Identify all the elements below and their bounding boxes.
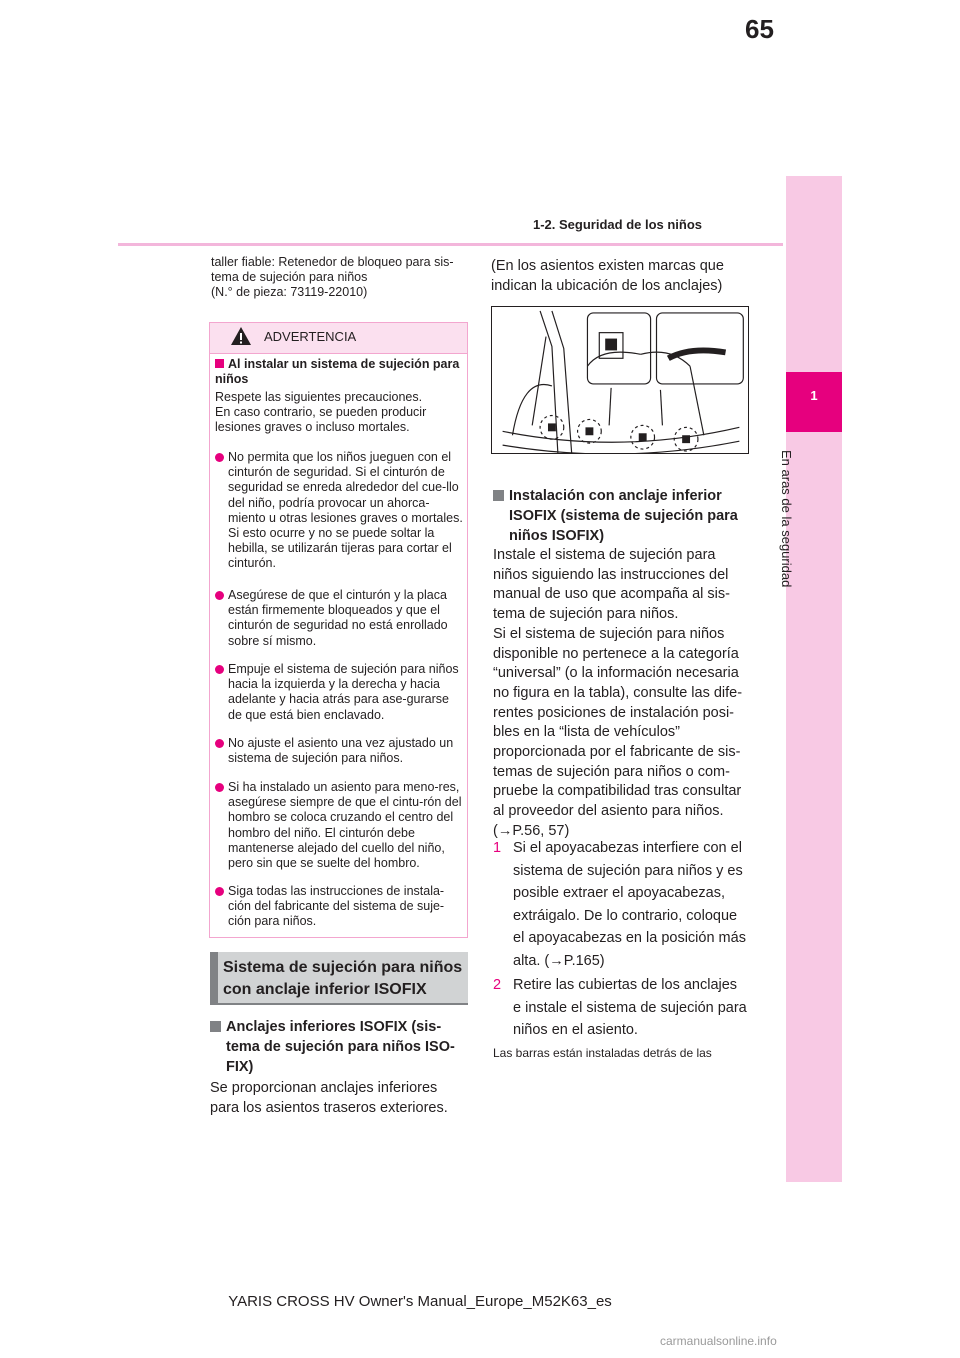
anchors-heading: [210, 1017, 466, 1077]
square-bullet-icon: [215, 359, 224, 368]
section-heading-bar: [210, 952, 218, 1005]
step-text: Si el apoyacabezas interfiere con el sistema de sujeción para niños y es posible extraer el apoyacabezas, extráigalo. De lo contrario, coloque el apoyacabezas en la posición más alta. (→P.165): [513, 840, 746, 969]
warning-bullet-text: No permita que los niños jueguen con el cinturón de seguridad. Si el cinturón de seguridad se enreda alrededor del cue-llo del niño, podría provocar un ahorca-miento u otras lesiones graves o mortales. Si esto ocurre y no se puede soltar la hebilla, se utilizarán tijeras para cortar el cinturón.: [228, 450, 463, 571]
chapter-title: En aras de la seguridad: [779, 450, 794, 588]
install-heading-text: Instalación con anclaje inferior ISOFIX (sistema de sujeción para niños ISOFIX): [509, 488, 738, 544]
warning-bullet-text: No ajuste el asiento una vez ajustado un sistema de sujeción para niños.: [228, 736, 454, 766]
warning-bullet: [215, 736, 465, 766]
small-note: Las barras están instaladas detrás de las: [493, 1046, 712, 1060]
step-text: Retire las cubiertas de los anclajes e instale el sistema de sujeción para niños en el asiento.: [513, 977, 747, 1038]
warning-bullet: [215, 780, 465, 871]
watermark: carmanualsonline.info: [660, 1334, 777, 1348]
warning-bullet-text: Si ha instalado un asiento para meno-res, asegúrese siempre de que el cintu-rón del hombro se coloca cruzando el centro del hombro del niño. El cinturón debe mantenerse alejado del cuello del niño, pero sin que se suelte del hombro.: [228, 780, 462, 871]
warning-bullet: [215, 588, 465, 649]
anchors-text: Se proporcionan anclajes inferiores para los asientos traseros exteriores.: [210, 1080, 448, 1116]
step-number: 2: [493, 977, 502, 993]
section-heading-rule: [218, 1003, 468, 1005]
warning-bullet-text: Siga todas las instrucciones de instala-ción del fabricante del sistema de suje-ción para niños.: [228, 884, 445, 929]
warning-triangle-icon: [230, 326, 252, 346]
warning-bullet: [215, 884, 465, 930]
warning-bullet-text: Empuje el sistema de sujeción para niños hacia la izquierda y la derecha y hacia adelante y hacia atrás para ase-gurarse de que está bien enclavado.: [228, 662, 459, 722]
bullet-dot-icon: [215, 453, 224, 462]
bullet-dot-icon: [215, 783, 224, 792]
bullet-dot-icon: [215, 665, 224, 674]
square-bullet-icon: [493, 490, 504, 501]
warning-bullet-text: Asegúrese de que el cinturón y la placa están firmemente bloqueados y que el cinturón de seguridad no está enrollado sobre sí mismo.: [228, 588, 448, 648]
step-number: 1: [493, 840, 502, 856]
warning-title: ADVERTENCIA: [264, 329, 357, 344]
square-bullet-icon: [210, 1021, 221, 1032]
marks-text: (En los asientos existen marcas que indican la ubicación de los anclajes): [491, 258, 724, 294]
step-item: [493, 974, 748, 1042]
isofix-anchor-illustration: [491, 306, 749, 454]
warning-bullet: [215, 662, 465, 723]
warning-bullet: [215, 450, 465, 572]
install-text: Instale el sistema de sujeción para niños siguiendo las instrucciones del manual de uso que acompaña al sis-tema de sujeción para niños. Si el sistema de sujeción para niños disponible no pertenece a la categoría “universal” (o la información necesaria no figura en la tabla), consulte las dife-rentes posiciones de instalación posi-bles en la “lista de vehículos” proporcionada por el fabricante de sis-temas de sujeción para niños o com-pruebe la compatibilidad tras consultar al proveedor del asiento para niños. (→P.56, 57): [493, 547, 743, 839]
manual-id-footer: YARIS CROSS HV Owner's Manual_Europe_M52K63_es: [228, 1293, 612, 1310]
bullet-dot-icon: [215, 739, 224, 748]
chapter-number: 1: [810, 388, 818, 403]
bullet-dot-icon: [215, 887, 224, 896]
anchors-heading-text: Anclajes inferiores ISOFIX (sis-tema de sujeción para niños ISO-FIX): [226, 1019, 455, 1075]
page-number: 65: [745, 14, 774, 44]
intro-note: taller fiable: Retenedor de bloqueo para sis- tema de sujeción para niños (N.° de pieza: 73119-22010): [211, 255, 454, 299]
warning-subheading: [215, 357, 465, 387]
install-heading: [493, 486, 748, 546]
bullet-dot-icon: [215, 591, 224, 600]
step-item: [493, 837, 748, 972]
chapter-side-tab: [786, 176, 842, 1182]
section-heading: Sistema de sujeción para niños con anclaje inferior ISOFIX: [223, 959, 463, 998]
section-title: 1-2. Seguridad de los niños: [533, 217, 703, 232]
warning-intro: Respete las siguientes precauciones. En caso contrario, se pueden producir lesiones graves o incluso mortales.: [215, 390, 427, 434]
warning-subheading-text: Al instalar un sistema de sujeción para niños: [215, 357, 460, 386]
header-divider: [118, 243, 783, 246]
chapter-title-vertical: [780, 450, 820, 650]
